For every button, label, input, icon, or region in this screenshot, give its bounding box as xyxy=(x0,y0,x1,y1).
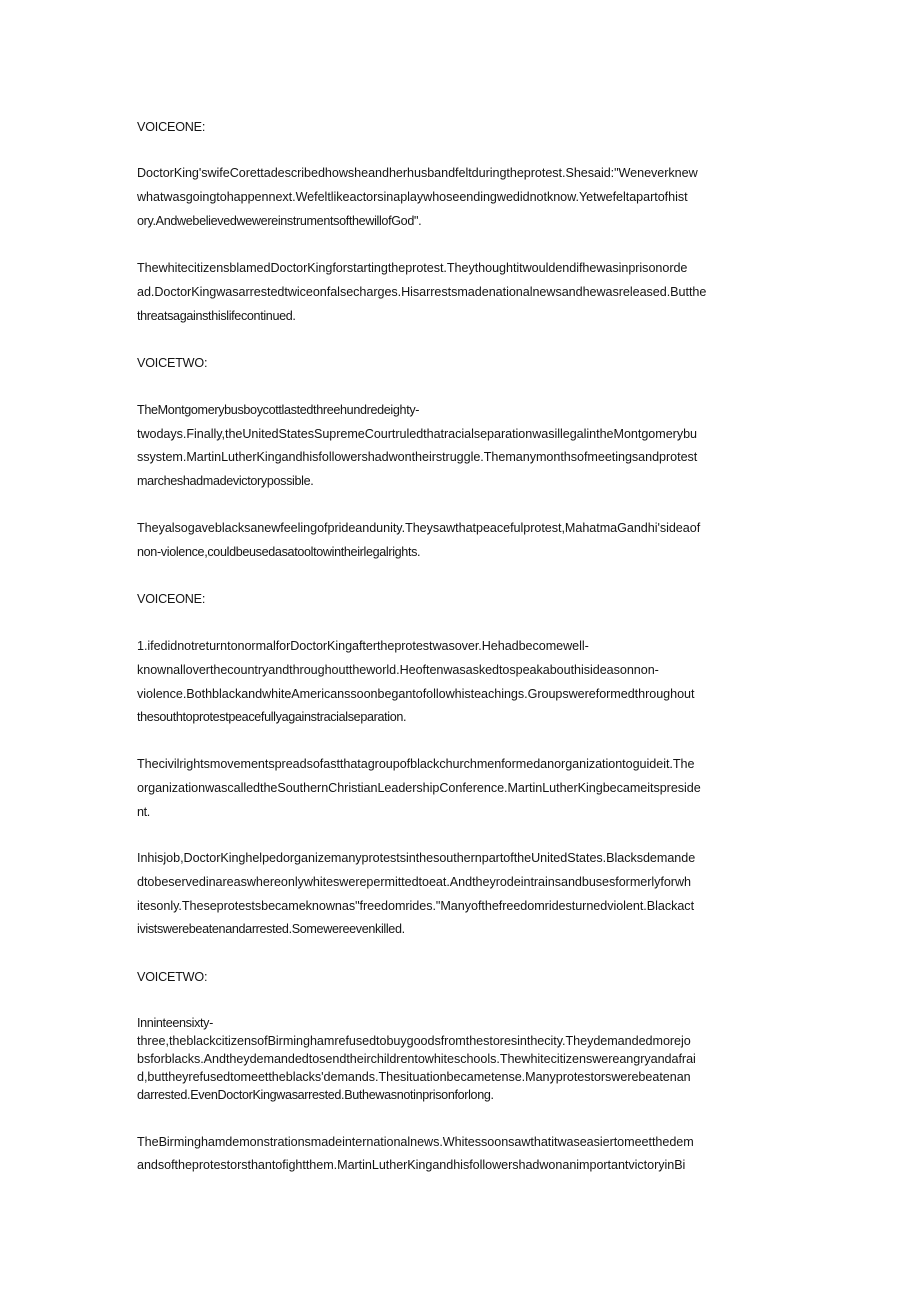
text-line: ad.DoctorKingwasarrestedtwiceonfalsecharges.Hisarrestsmadenationalnewsandhewasreleased.Butthe xyxy=(137,285,707,299)
text-line: ory.AndwebelievedwewereinstrumentsofthewillofGod". xyxy=(137,214,422,228)
text-line: dtobeservedinareaswhereonlywhiteswerepermittedtoeat.Andtheyrodeintrainsandbusesformerlyforwh xyxy=(137,875,691,889)
speaker-heading: VOICETWO: xyxy=(137,356,208,370)
text-line: nt. xyxy=(137,805,150,819)
text-line: ivistswerebeatenandarrested.Somewereevenkilled. xyxy=(137,922,405,936)
text-line: Inninteensixty- xyxy=(137,1016,213,1030)
text-line: thesouthtoprotestpeacefullyagainstracialseparation. xyxy=(137,710,407,724)
text-line: twodays.Finally,theUnitedStatesSupremeCourtruledthatracialseparationwasillegalintheMontgomerybu xyxy=(137,427,697,441)
text-line: itesonly.Theseprotestsbecameknownas"freedomrides."Manyofthefreedomridesturnedviolent.Blackact xyxy=(137,899,695,913)
text-line: TheMontgomerybusboycottlastedthreehundredeighty- xyxy=(137,403,420,417)
text-line: darrested.EvenDoctorKingwasarrested.Buthewasnotinprisonforlong. xyxy=(137,1088,494,1102)
text-line: DoctorKing'swifeCorettadescribedhowsheandherhusbandfeltduringtheprotest.Shesaid:"Weneverknew xyxy=(137,166,698,180)
text-line: violence.BothblackandwhiteAmericanssoonbegantofollowhisteachings.Groupswereformedthroughout xyxy=(137,687,695,701)
text-line: knownalloverthecountryandthroughouttheworld.Heoftenwasaskedtospeakabouthisideasonnon- xyxy=(137,663,659,677)
text-line: TheBirminghamdemonstrationsmadeinternationalnews.Whitessoonsawthatitwaseasiertomeetthedem xyxy=(137,1135,694,1149)
text-line: threatsagainsthislifecontinued. xyxy=(137,309,296,323)
text-line: d,buttheyrefusedtomeettheblacks'demands.Thesituationbecametense.Manyprotestorswerebeatenan xyxy=(137,1070,691,1084)
text-line: ssystem.MartinLutherKingandhisfollowershadwontheirstruggle.Themanymonthsofmeetingsandprotest xyxy=(137,450,698,464)
text-line: three,theblackcitizensofBirminghamrefusedtobuygoodsfromthestoresinthecity.Theydemandedmorejo xyxy=(137,1034,691,1048)
speaker-heading: VOICEONE: xyxy=(137,120,206,134)
text-line: Theyalsogaveblacksanewfeelingofprideandunity.Theysawthatpeacefulprotest,MahatmaGandhi'sideaof xyxy=(137,521,701,535)
text-line: marcheshadmadevictorypossible. xyxy=(137,474,314,488)
text-line: Thecivilrightsmovementspreadsofastthatagroupofblackchurchmenformedanorganizationtoguideit.The xyxy=(137,757,695,771)
text-line: Inhisjob,DoctorKinghelpedorganizemanyprotestsinthesouthernpartoftheUnitedStates.Blacksdemande xyxy=(137,851,696,865)
text-line: andsoftheprotestorsthantofightthem.MartinLutherKingandhisfollowershadwonanimportantvictoryinBi xyxy=(137,1158,686,1172)
speaker-heading: VOICEONE: xyxy=(137,592,206,606)
text-line: organizationwascalledtheSouthernChristianLeadershipConference.MartinLutherKingbecameitspreside xyxy=(137,781,701,795)
text-line: 1.ifedidnotreturntonormalforDoctorKingaftertheprotestwasover.Hehadbecomewell- xyxy=(137,639,589,653)
text-line: bsforblacks.Andtheydemandedtosendtheirchildrentowhiteschools.Thewhitecitizenswereangryandafrai xyxy=(137,1052,696,1066)
text-line: non-violence,couldbeusedasatooltowintheirlegalrights. xyxy=(137,545,421,559)
text-line: ThewhitecitizensblamedDoctorKingforstartingtheprotest.Theythoughtitwouldendifhewasinprisonorde xyxy=(137,261,688,275)
text-line: whatwasgoingtohappennext.Wefeltlikeactorsinaplaywhoseendingwedidnotknow.Yetwefeltapartofhist xyxy=(137,190,688,204)
speaker-heading: VOICETWO: xyxy=(137,970,208,984)
